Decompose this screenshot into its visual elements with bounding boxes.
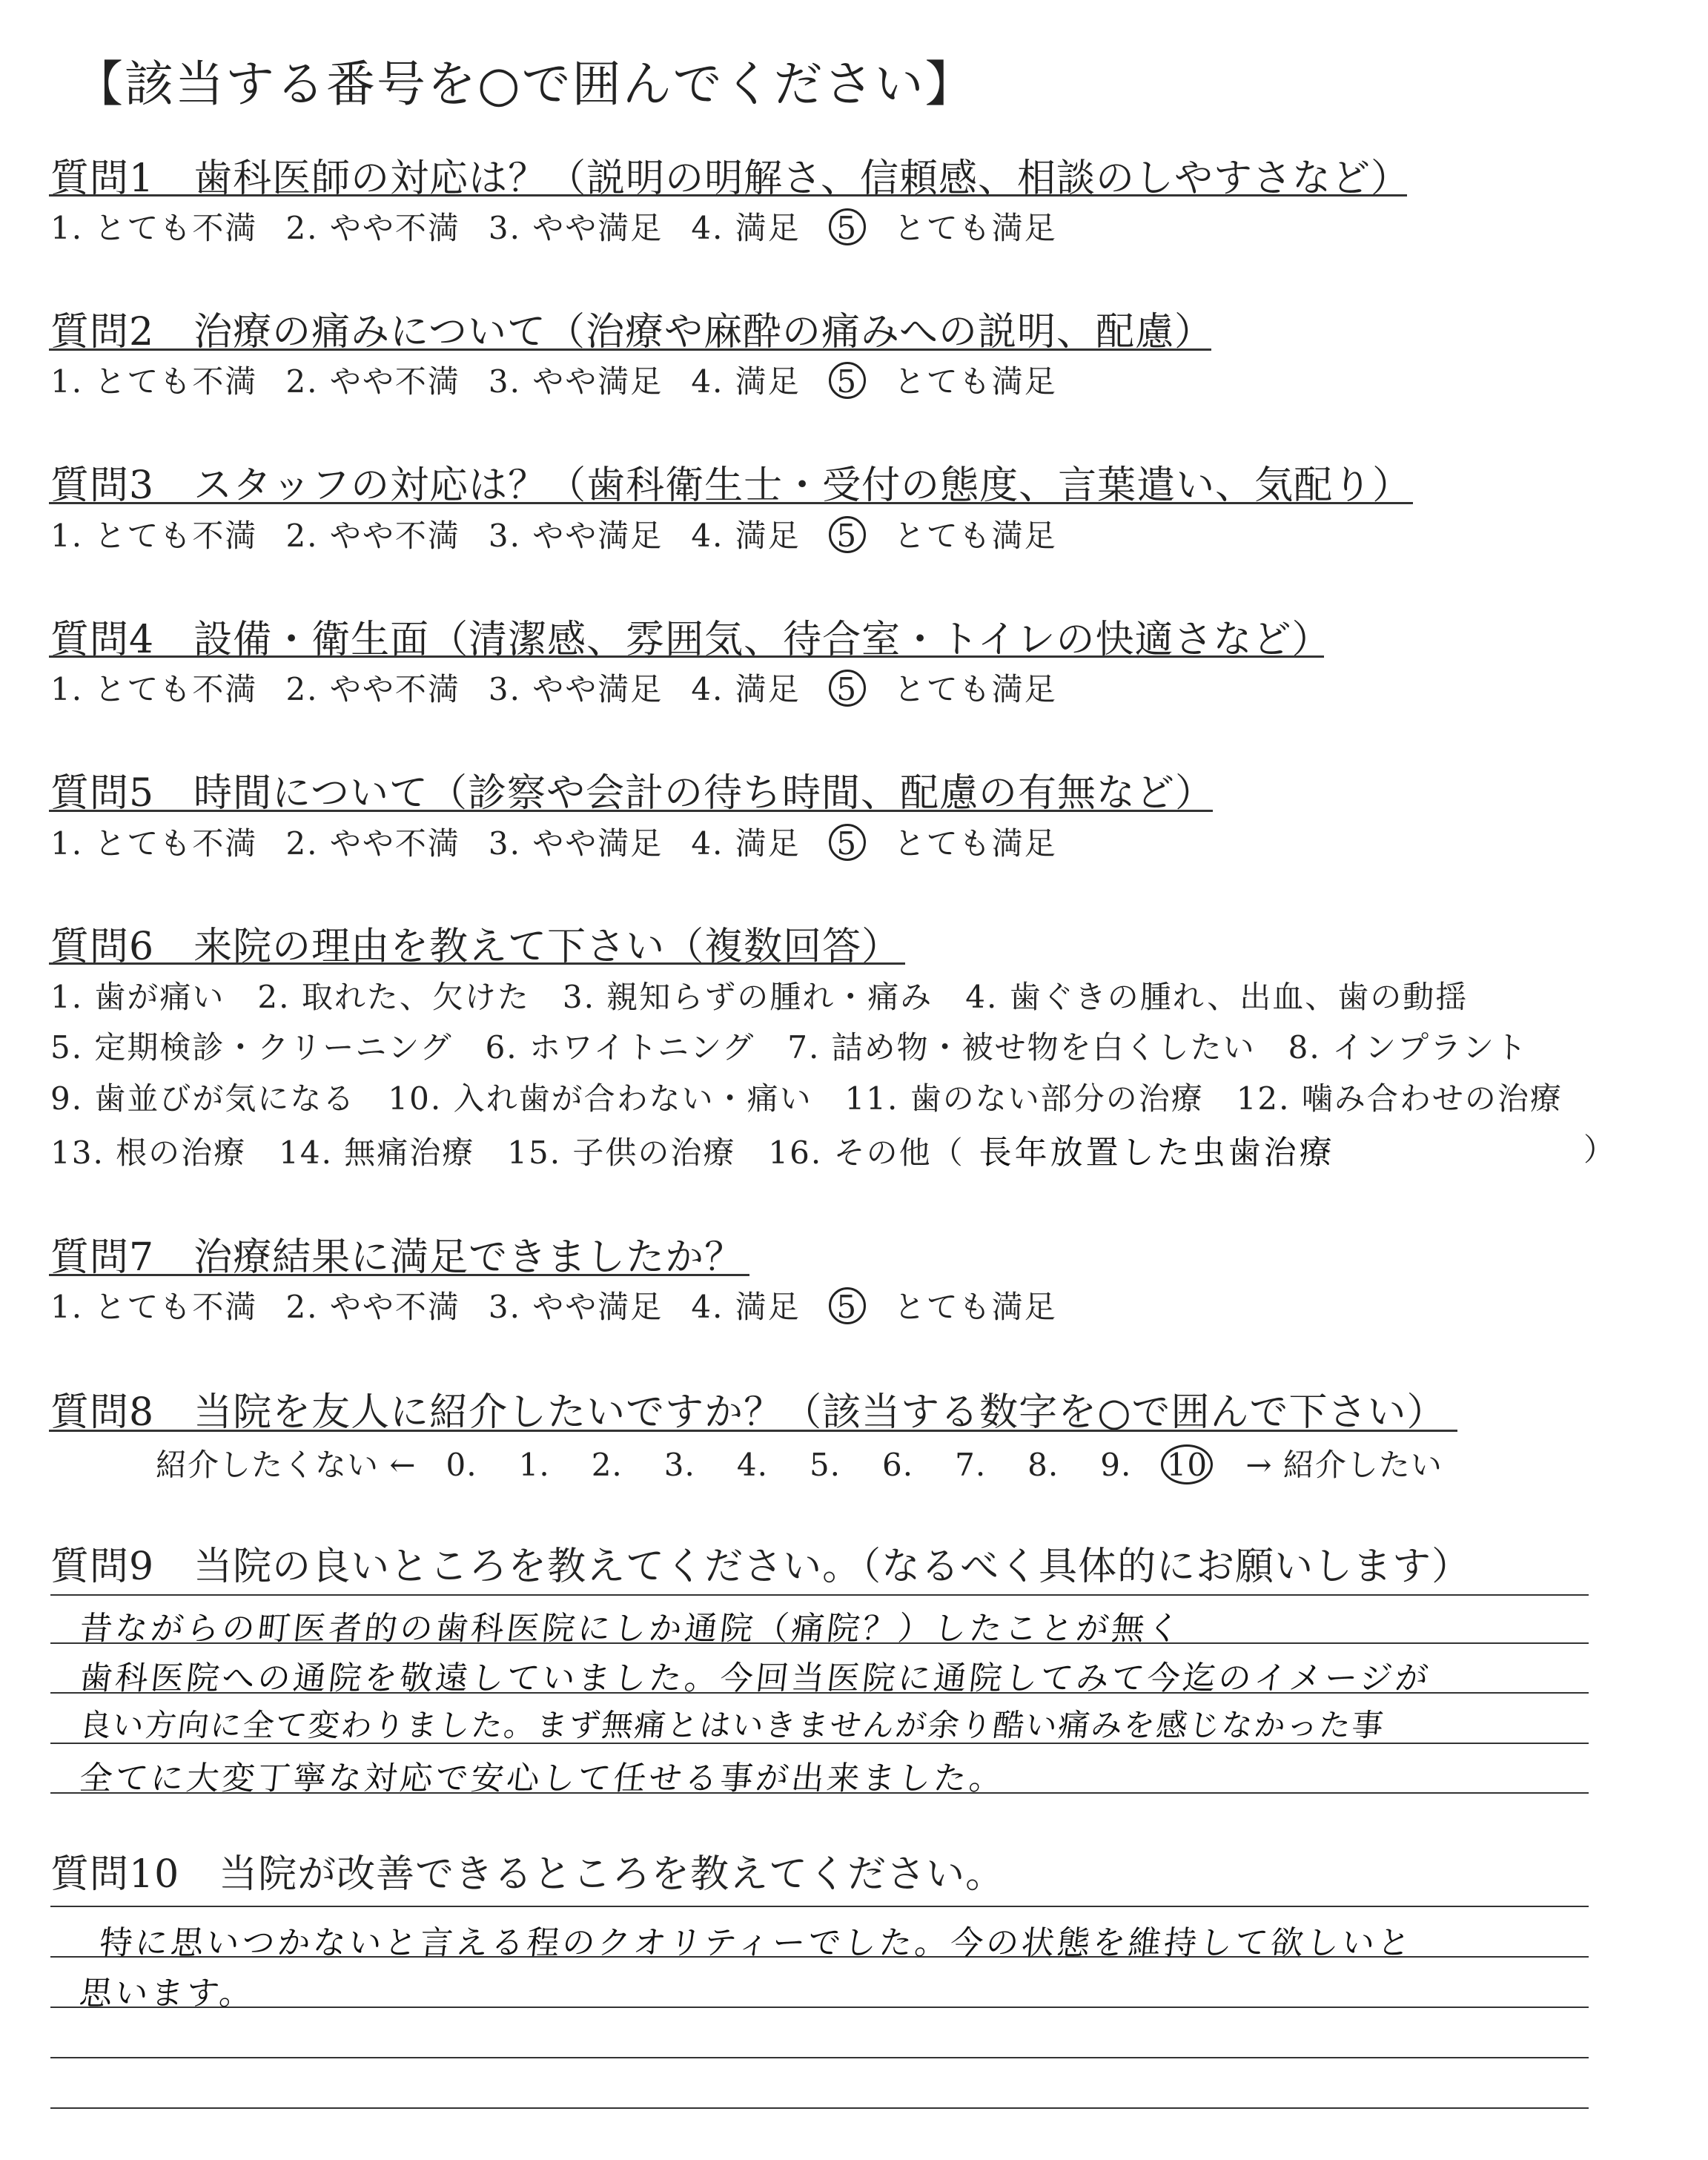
q8-left-label: 紹介したくない ← [156,1447,417,1483]
q8-num-10-circled[interactable]: 10 [1161,1444,1213,1484]
option-3[interactable]: 3. やや満足 [488,1289,663,1325]
question-1: 質問1 歯科医師の対応は？（説明の明解さ、信頼感、相談のしやすさなど） [50,156,1411,201]
option-3[interactable]: 3. やや満足 [488,671,663,707]
q8-num-3[interactable]: 3. [663,1447,695,1483]
question-7-options [50,1283,1085,1327]
q6-other-handwritten: 長年放置した虫歯治療 [979,1134,1335,1172]
option-5-circled[interactable]: 5 [829,670,866,707]
option-3[interactable]: 3. やや満足 [488,210,663,246]
question-2-underline [49,349,1211,351]
q8-num-4[interactable]: 4. [736,1447,768,1483]
option-4[interactable]: 4. 満足 [691,210,801,246]
q6-other-close: ） [1583,1132,1617,1168]
option-2[interactable]: 2. やや不満 [285,671,460,707]
option-1[interactable]: 1. とても不満 [50,671,258,707]
option-4[interactable]: 4. 満足 [691,671,801,707]
option-5-label: とても満足 [893,363,1057,400]
q8-right-label: → 紹介したい [1245,1447,1443,1483]
question-2: 質問2 治療の痛みについて（治療や麻酔の痛みへの説明、配慮） [50,310,1214,354]
answer-line [50,1906,1589,1907]
option-1[interactable]: 1. とても不満 [50,825,258,862]
q8-num-8[interactable]: 8. [1027,1447,1059,1483]
question-4-options [50,665,1085,710]
question-6-underline [49,962,905,965]
q8-num-2[interactable]: 2. [591,1447,623,1483]
q10-answer-line-2: 思います。 [77,1975,257,2012]
answer-line [50,2107,1589,2109]
question-1-underline [49,194,1407,196]
q6-row-4-text[interactable]: 13. 根の治療 14. 無痛治療 15. 子供の治療 16. その他（ [50,1135,964,1171]
option-5-circled[interactable]: 5 [829,208,866,245]
option-2[interactable]: 2. やや不満 [285,363,460,400]
answer-line [50,2007,1589,2008]
question-1-options [50,204,1085,248]
question-9: 質問9 当院の良いところを教えてください。（なるべく具体的にお願いします） [50,1545,1472,1589]
q8-num-7[interactable]: 7. [955,1447,987,1483]
option-3[interactable]: 3. やや満足 [488,825,663,862]
question-7: 質問7 治療結果に満足できましたか？ [50,1235,744,1280]
q6-row-1[interactable]: 1. 歯が痛い 2. 取れた、欠けた 3. 親知らずの腫れ・痛み 4. 歯ぐきの腫れ、出血、歯の動揺 [50,979,1469,1015]
q8-num-9[interactable]: 9. [1100,1447,1132,1483]
option-4[interactable]: 4. 満足 [691,1289,801,1325]
answer-line [50,2057,1589,2058]
question-4-underline [49,655,1324,658]
q8-scale [156,1441,1471,1485]
q9-answer-line-1: 昔ながらの町医者的の歯科医院にしか通院（痛院？）したことが無く [77,1610,1185,1648]
q6-row-2[interactable]: 5. 定期検診・クリーニング 6. ホワイトニング 7. 詰め物・被せ物を白くしたい 8. インプラント [50,1029,1529,1066]
q9-answer-line-3: 良い方向に全て変わりました。まず無痛とはいきませんが余り酷い痛みを感じなかった事 [78,1707,1387,1743]
option-5-circled[interactable]: 5 [829,824,866,861]
option-4[interactable]: 4. 満足 [691,363,801,400]
question-6: 質問6 来院の理由を教えて下さい（複数回答） [50,925,901,969]
option-4[interactable]: 4. 満足 [691,825,801,862]
option-2[interactable]: 2. やや不満 [285,210,460,246]
option-5-label: とても満足 [893,210,1057,246]
q6-row-4 [50,1126,1617,1173]
option-5-circled[interactable]: 5 [829,362,866,399]
q8-num-5[interactable]: 5. [809,1447,841,1483]
question-5-options [50,819,1085,864]
option-4[interactable]: 4. 満足 [691,518,801,554]
question-7-underline [49,1274,749,1276]
question-10: 質問10 当院が改善できるところを教えてください。 [50,1852,1005,1897]
option-2[interactable]: 2. やや不満 [285,518,460,554]
page-title: 【該当する番号を○で囲んでください】 [74,56,976,113]
question-8-underline [49,1430,1457,1432]
option-5-label: とても満足 [893,671,1057,707]
question-4: 質問4 設備・衛生面（清潔感、雰囲気、待合室・トイレの快適さなど） [50,618,1331,662]
option-5-circled[interactable]: 5 [829,516,866,553]
q8-num-6[interactable]: 6. [882,1447,914,1483]
option-1[interactable]: 1. とても不満 [50,518,258,554]
q9-answer-line-4: 全てに大変丁寧な対応で安心して任せる事が出来ました。 [77,1760,1007,1797]
option-2[interactable]: 2. やや不満 [285,1289,460,1325]
q10-answer-line-1: 特に思いつかないと言える程のクオリティーでした。今の状態を維持して欲しいと [97,1924,1415,1962]
q9-answer-line-2: 歯科医院への通院を敬遠していました。今回当医院に通院してみて今迄のイメージが [77,1659,1433,1697]
question-3-options [50,512,1085,556]
q8-num-0[interactable]: 0. [446,1447,477,1483]
option-1[interactable]: 1. とても不満 [50,363,258,400]
option-3[interactable]: 3. やや満足 [488,363,663,400]
option-1[interactable]: 1. とても不満 [50,1289,258,1325]
question-3: 質問3 スタッフの対応は？（歯科衛生士・受付の態度、言葉遣い、気配り） [50,463,1412,508]
question-3-underline [49,502,1413,504]
answer-line [50,1594,1589,1596]
option-2[interactable]: 2. やや不満 [285,825,460,862]
question-5-underline [49,810,1213,812]
option-3[interactable]: 3. やや満足 [488,518,663,554]
option-5-label: とても満足 [893,518,1057,554]
question-2-options [50,357,1085,402]
option-5-label: とても満足 [893,1289,1057,1325]
q8-num-1[interactable]: 1. [518,1447,550,1483]
option-5-circled[interactable]: 5 [829,1287,866,1324]
q6-row-3[interactable]: 9. 歯並びが気になる 10. 入れ歯が合わない・痛い 11. 歯のない部分の治療 12. 噛み合わせの治療 [50,1080,1563,1117]
option-5-label: とても満足 [893,825,1057,862]
option-1[interactable]: 1. とても不満 [50,210,258,246]
question-8: 質問8 当院を友人に紹介したいですか？（該当する数字を○で囲んで下さい） [50,1390,1446,1435]
question-5: 質問5 時間について（診察や会計の待ち時間、配慮の有無など） [50,771,1215,816]
